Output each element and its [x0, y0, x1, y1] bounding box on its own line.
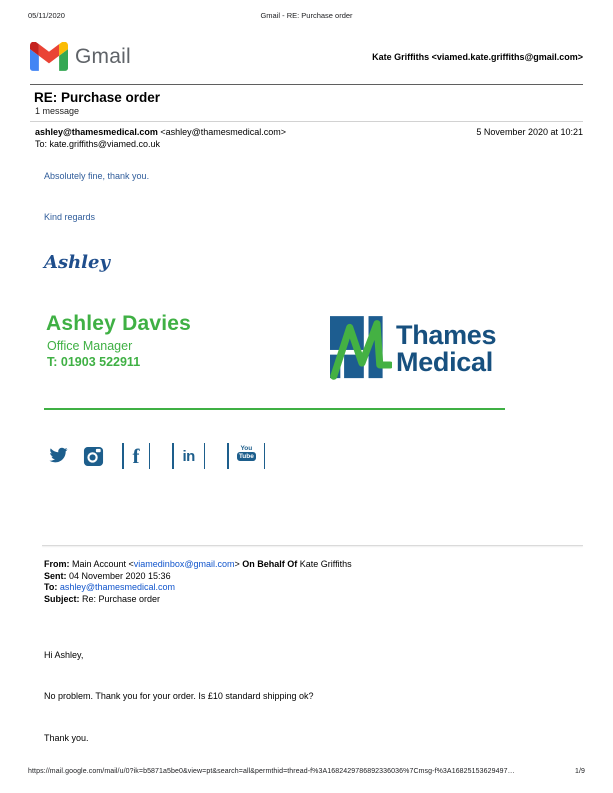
quoted-subject-line — [44, 594, 352, 606]
on-behalf-name: Kate Griffiths — [299, 559, 352, 569]
quoted-divider — [42, 545, 583, 546]
footer-page-number: 1/9 — [574, 768, 585, 775]
from-value: Main Account < — [69, 559, 134, 569]
sent-value: 04 November 2020 15:36 — [66, 570, 171, 581]
social-divider — [172, 443, 174, 469]
message-date: 5 November 2020 at 10:21 — [476, 127, 583, 137]
youtube-you-label: You — [240, 445, 253, 452]
quoted-body-1: Hi Ashley, — [44, 650, 84, 660]
subject-value: Re: Purchase order — [79, 593, 161, 604]
quoted-from-line — [44, 559, 352, 571]
instagram-icon[interactable] — [83, 446, 104, 467]
gmail-wordmark: Gmail — [75, 44, 131, 68]
thames-medical-logo — [330, 316, 496, 382]
print-date: 05/11/2020 — [28, 11, 65, 20]
signature-role: Office Manager — [47, 339, 133, 353]
thames-wordmark-line2: Medical — [396, 347, 493, 377]
youtube-tube-label: Tube — [238, 453, 254, 460]
twitter-icon[interactable] — [48, 446, 69, 466]
sender-address-plain: <ashley@thamesmedical.com> — [157, 127, 287, 137]
social-links — [48, 443, 269, 469]
sender-line — [35, 127, 286, 137]
from-email-link[interactable]: viamedinbox@gmail.com — [133, 559, 235, 569]
facebook-icon[interactable]: f — [132, 444, 140, 468]
on-behalf-label: On Behalf Of — [239, 559, 300, 569]
sent-label: Sent: — [44, 570, 67, 581]
quoted-body-2: No problem. Thank you for your order. Is £10 standard shipping ok? — [44, 691, 314, 701]
body-line-2: Kind regards — [44, 212, 96, 222]
linkedin-icon[interactable]: in — [182, 447, 195, 465]
recipient-line: To: kate.griffiths@viamed.co.uk — [35, 139, 161, 149]
social-divider — [122, 443, 124, 469]
youtube-icon[interactable] — [236, 445, 257, 467]
divider-subject — [30, 121, 583, 122]
footer-url: https://mail.google.com/mail/u/0?ik=b5871a5be0&view=pt&search=all&permthid=thread-f%3A1682429786892336036%7Cmsg-f%3A16825153629497… — [28, 768, 515, 775]
body-line-1: Absolutely fine, thank you. — [44, 171, 150, 181]
social-divider — [264, 443, 266, 469]
thames-medical-mark-icon — [330, 316, 392, 382]
quoted-to-line — [44, 582, 352, 594]
from-label: From: — [44, 559, 70, 569]
divider-top — [30, 84, 583, 85]
quoted-headers — [44, 559, 352, 605]
signature-phone: T: 01903 522911 — [47, 355, 141, 369]
social-divider — [227, 443, 229, 469]
from-close: > — [234, 559, 240, 569]
to-label: To: — [44, 582, 58, 593]
handwritten-signature: Ashley — [44, 252, 110, 273]
subject-label: Subject: — [44, 593, 80, 604]
signature-name: Ashley Davies — [46, 312, 192, 335]
thames-wordmark-line1: Thames — [396, 320, 497, 350]
print-title: Gmail - RE: Purchase order — [260, 11, 353, 20]
to-email-link[interactable]: ashley@thamesmedical.com — [57, 582, 176, 593]
quoted-sent-line — [44, 571, 352, 583]
social-divider — [149, 443, 151, 469]
social-divider — [204, 443, 206, 469]
gmail-m-icon — [30, 42, 68, 71]
sender-address: ashley@thamesmedical.com — [35, 127, 158, 137]
quoted-body-3: Thank you. — [44, 733, 89, 743]
message-count: 1 message — [35, 106, 80, 116]
account-identity: Kate Griffiths <viamed.kate.griffiths@gmail.com> — [372, 52, 583, 62]
signature-divider — [44, 408, 505, 410]
thread-subject: RE: Purchase order — [34, 90, 161, 105]
gmail-logo — [30, 42, 131, 71]
